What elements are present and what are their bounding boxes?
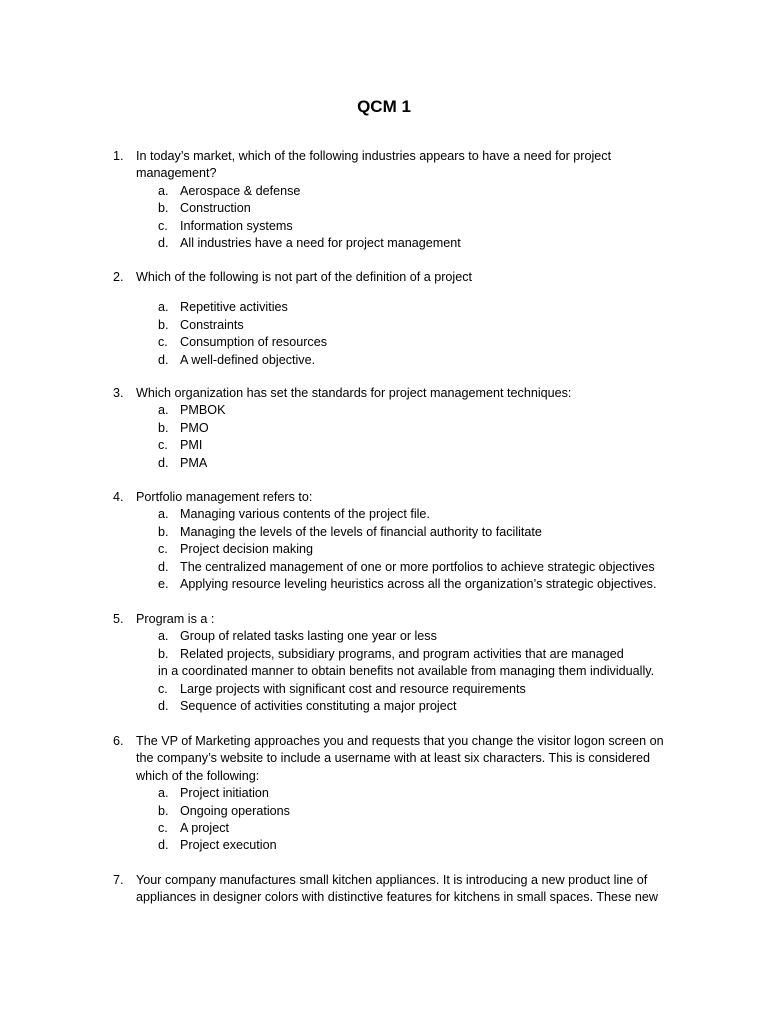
option-item: [113, 420, 713, 437]
option-item: [113, 785, 713, 802]
option-list: [113, 299, 713, 369]
option-list: [113, 402, 713, 472]
option-text: Consumption of resources: [180, 335, 327, 350]
option-text: A well-defined objective.: [180, 352, 316, 367]
option-item: [113, 334, 713, 351]
option-letter: a.: [158, 629, 169, 644]
option-letter: a.: [158, 183, 169, 198]
option-item: [113, 506, 713, 523]
option-letter: b.: [158, 317, 169, 332]
question-number: 1.: [113, 149, 124, 163]
question-number: 3.: [113, 386, 124, 400]
option-text: Constraints: [180, 317, 244, 332]
question-line: the company’s website to include a username with at least six characters. This is considered: [136, 751, 651, 766]
option-text: PMI: [180, 438, 203, 453]
option-item: [113, 352, 713, 369]
option-text: All industries have a need for project management: [180, 236, 461, 251]
option-text: Construction: [180, 201, 251, 216]
option-text: PMA: [180, 455, 208, 470]
option-item: [113, 317, 713, 334]
option-continuation: in a coordinated manner to obtain benefits not available from managing them individually.: [158, 664, 655, 679]
option-letter: b.: [158, 524, 169, 539]
question-4: [113, 489, 713, 593]
question-text: [113, 872, 713, 907]
option-item: [113, 455, 713, 472]
option-text: Managing the levels of the levels of financial authority to facilitate: [180, 524, 542, 539]
option-letter: b.: [158, 201, 169, 216]
option-letter: c.: [158, 821, 168, 836]
option-list: [113, 628, 713, 715]
question-3: [113, 385, 713, 472]
option-letter: e.: [158, 577, 169, 592]
option-letter: d.: [158, 699, 169, 714]
option-letter: a.: [158, 403, 169, 418]
option-item: [113, 235, 713, 252]
question-text: [113, 733, 713, 785]
option-letter: c.: [158, 218, 168, 233]
question-line: Your company manufactures small kitchen appliances. It is introducing a new product line of: [136, 873, 648, 887]
option-list: [113, 506, 713, 593]
option-list: [113, 183, 713, 253]
option-letter: d.: [158, 455, 169, 470]
option-item: [113, 200, 713, 217]
page-title: QCM 1: [357, 97, 411, 116]
question-number: 5.: [113, 612, 124, 626]
question-5: [113, 611, 713, 715]
option-item: [113, 646, 713, 663]
question-line: Which organization has set the standards for project management techniques:: [136, 386, 572, 400]
question-text: [113, 489, 713, 506]
option-item: [113, 402, 713, 419]
option-letter: a.: [158, 507, 169, 522]
option-letter: d.: [158, 559, 169, 574]
question-2: [113, 269, 713, 369]
question-line: In today’s market, which of the following industries appears to have a need for project: [136, 149, 612, 163]
option-item: [113, 628, 713, 645]
option-item: [113, 803, 713, 820]
question-line: Which of the following is not part of the definition of a project: [136, 270, 473, 284]
option-text: Managing various contents of the project file.: [180, 507, 430, 522]
question-7: [113, 872, 713, 907]
option-letter: c.: [158, 438, 168, 453]
question-line: Portfolio management refers to:: [136, 490, 313, 504]
option-text: A project: [180, 821, 230, 836]
option-item: [113, 820, 713, 837]
option-letter: d.: [158, 838, 169, 853]
option-letter: b.: [158, 646, 169, 661]
question-6: [113, 733, 713, 855]
option-item: [113, 559, 713, 576]
option-letter: c.: [158, 542, 168, 557]
question-number: 2.: [113, 270, 124, 284]
option-text: The centralized management of one or more portfolios to achieve strategic objectives: [180, 559, 655, 574]
question-line: The VP of Marketing approaches you and requests that you change the visitor logon screen on: [136, 734, 664, 748]
option-item: [113, 681, 713, 698]
option-item: [113, 576, 713, 593]
question-line: Program is a :: [136, 612, 215, 626]
option-text: Large projects with significant cost and resource requirements: [180, 681, 526, 696]
option-letter: c.: [158, 335, 168, 350]
option-text: Related projects, subsidiary programs, and program activities that are managed: [180, 646, 624, 661]
option-letter: a.: [158, 786, 169, 801]
question-line: appliances in designer colors with distinctive features for kitchens in small spaces. These new: [136, 890, 658, 905]
question-text: [113, 269, 713, 286]
option-letter: a.: [158, 300, 169, 315]
option-letter: b.: [158, 803, 169, 818]
option-item: [113, 698, 713, 715]
question-text: [113, 148, 713, 183]
question-number: 4.: [113, 490, 124, 504]
question-number: 6.: [113, 734, 124, 748]
option-text: Group of related tasks lasting one year or less: [180, 629, 437, 644]
option-item: [113, 524, 713, 541]
option-item: [113, 218, 713, 235]
question-text: [113, 385, 713, 402]
option-item: [113, 837, 713, 854]
option-text: Applying resource leveling heuristics across all the organization’s strategic objectives.: [180, 577, 657, 592]
option-item: [113, 437, 713, 454]
question-line: which of the following:: [136, 768, 260, 783]
question-1: [113, 148, 713, 252]
option-item: [113, 183, 713, 200]
option-text: Aerospace & defense: [180, 183, 301, 198]
option-item: [113, 299, 713, 316]
option-text: Project execution: [180, 838, 277, 853]
option-text: Project initiation: [180, 786, 269, 801]
option-text: Ongoing operations: [180, 803, 290, 818]
option-text: Information systems: [180, 218, 293, 233]
option-letter: d.: [158, 236, 169, 251]
option-letter: c.: [158, 681, 168, 696]
question-line: management?: [136, 166, 217, 181]
option-text: PMO: [180, 420, 209, 435]
option-list: [113, 785, 713, 855]
option-item: [113, 541, 713, 558]
option-text: PMBOK: [180, 403, 226, 418]
option-text: Sequence of activities constituting a major project: [180, 699, 457, 714]
option-letter: d.: [158, 352, 169, 367]
question-number: 7.: [113, 873, 124, 887]
option-text: Project decision making: [180, 542, 313, 557]
option-letter: b.: [158, 420, 169, 435]
question-text: [113, 611, 713, 628]
option-text: Repetitive activities: [180, 300, 288, 315]
